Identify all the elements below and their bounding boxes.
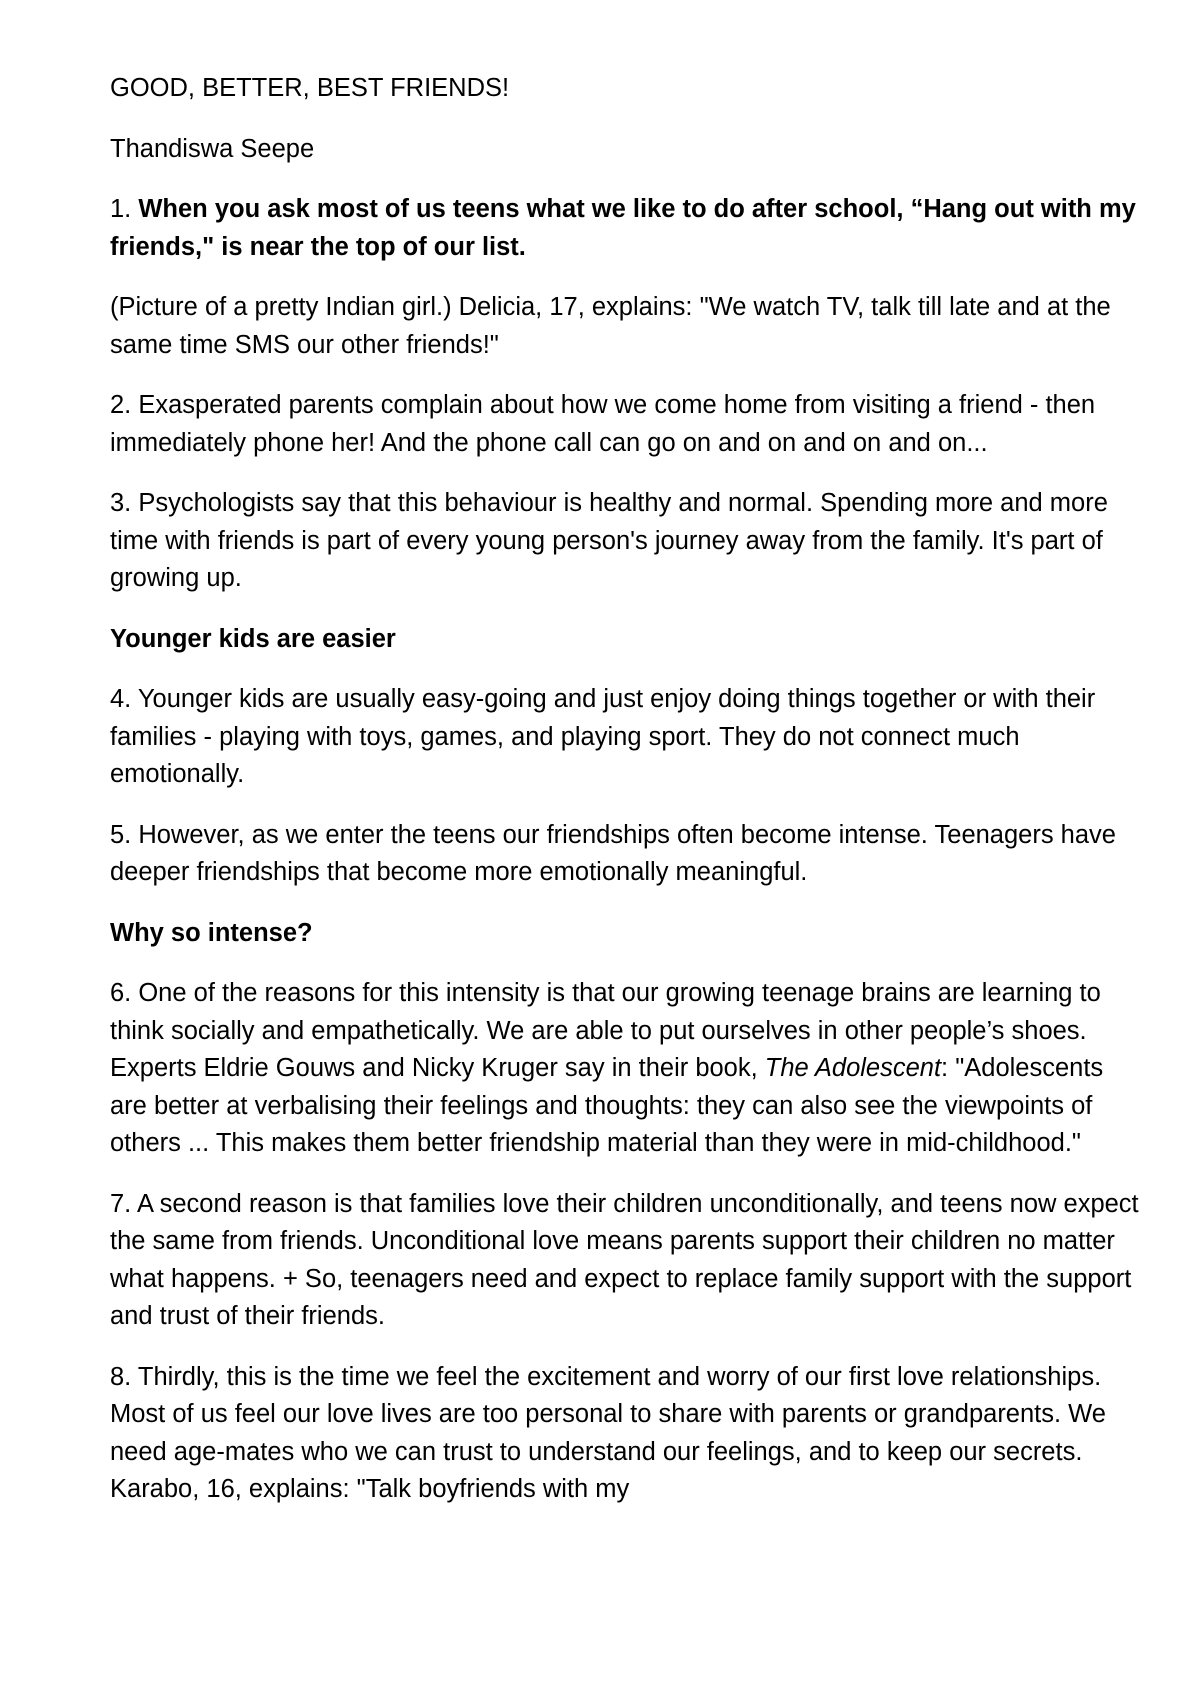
section-heading-why-so-intense: Why so intense? [110,918,313,947]
paragraph-6-part1: 6. One of the reasons for this intensity is that our growing teenage brains are learning to think socially and empathetically. We are able to put ourselves in other people’s shoes. Experts Eldrie Gouws and Nicky Kruger say in their book, [110,979,1101,1082]
paragraph-4: 4. Younger kids are usually easy-going and just enjoy doing things together or with their families - playing with toys, games, and playing sport. They do not connect much emotionally. [110,685,1096,788]
paragraph-1-text: When you ask most of us teens what we like to do after school, “Hang out with my friends," is near the top of our list. [110,195,1136,261]
paragraph-1b: (Picture of a pretty Indian girl.) Delicia, 17, explains: "We watch TV, talk till late and at the same time SMS our other friends!" [110,293,1111,359]
paragraph-8: 8. Thirdly, this is the time we feel the excitement and worry of our first love relationships. Most of us feel our love lives are too personal to share with parents or grandparents. We need age-mates who we can trust to understand our feelings, and to keep our secrets. Karabo, 16, explains: "Talk boyfriends with my [110,1362,1106,1503]
document-page [110,70,1140,1532]
document-title: GOOD, BETTER, BEST FRIENDS! [110,74,510,102]
paragraph-5: 5. However, as we enter the teens our friendships often become intense. Teenagers have deeper friendships that become more emotionally meaningful. [110,820,1116,886]
paragraph-1 [110,191,1140,266]
paragraph-2: 2. Exasperated parents complain about how we come home from visiting a friend - then immediately phone her! And the phone call can go on and on and on and on... [110,391,1096,457]
paragraph-6 [110,975,1140,1163]
paragraph-3: 3. Psychologists say that this behaviour is healthy and normal. Spending more and more time with friends is part of every young person's journey away from the family. It's part of growing up. [110,489,1108,592]
paragraph-6-part2: : "Adolescents are better at verbalising their feelings and thoughts: they can also see the viewpoints of others ... This makes them better friendship material than they were in mid-childhood." [110,1054,1104,1157]
paragraph-7: 7. A second reason is that families love their children unconditionally, and teens now expect the same from friends. Unconditional love means parents support their children no matter what happens. + So, teenagers need and expect to replace family support with the support and trust of their friends. [110,1189,1139,1330]
paragraph-number: 1. [110,195,139,223]
book-title: The Adolescent [764,1054,942,1082]
section-heading-younger-kids: Younger kids are easier [110,624,396,653]
author-name: Thandiswa Seepe [110,134,315,163]
